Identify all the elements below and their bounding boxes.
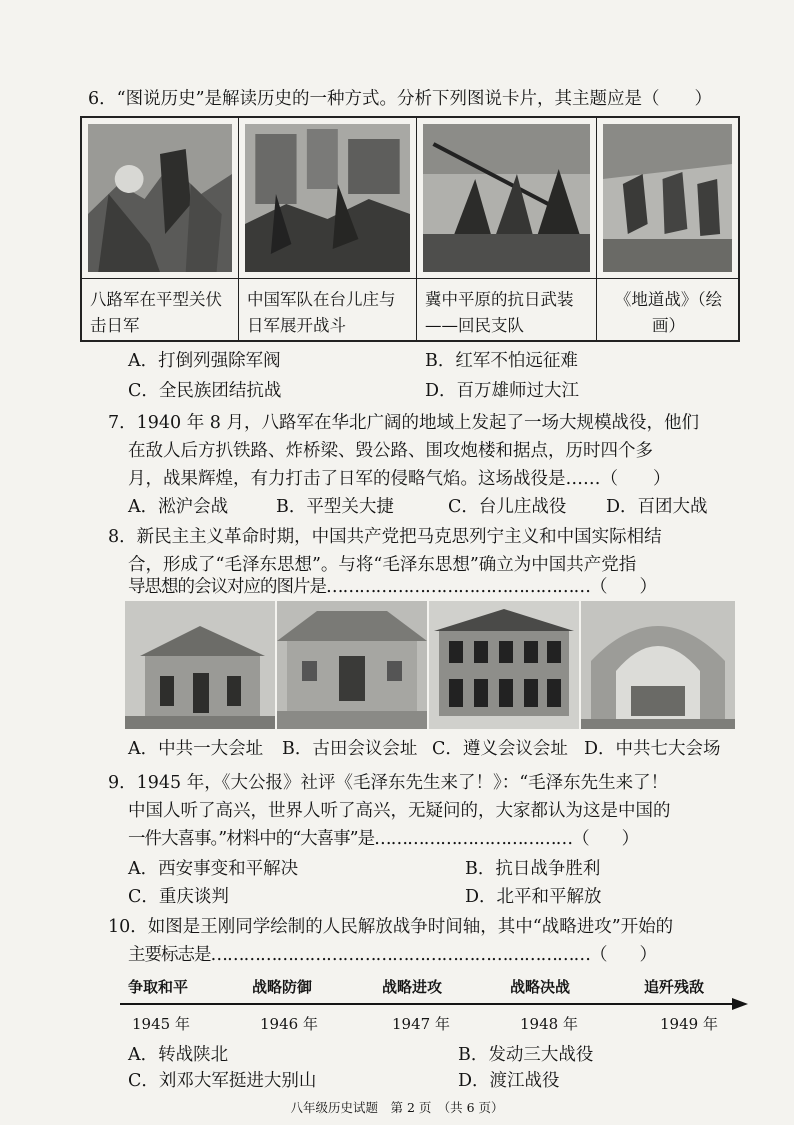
page-footer: 八年级历史试题 第 2 页 （共 6 页） bbox=[290, 1100, 504, 1115]
timeline-label-peace: 争取和平 bbox=[128, 978, 189, 996]
timeline-year-1946: 1946 年 bbox=[260, 1015, 318, 1033]
q8-option-a[interactable]: A．中共一大会址 bbox=[128, 739, 264, 759]
q8-option-b[interactable]: B．古田会议会址 bbox=[282, 739, 418, 759]
q8-option-d[interactable]: D．中共七大会场 bbox=[584, 739, 721, 759]
caption-4: 《地道战》（绘画） bbox=[597, 278, 738, 340]
card-pingxingguan bbox=[82, 118, 239, 340]
photo-didaozhan bbox=[603, 124, 732, 272]
q7-line-2: 在敌人后方扒铁路、炸桥梁、毁公路、围攻炮楼和据点，历时四个多 bbox=[128, 441, 653, 461]
q9-option-d[interactable]: D．北平和平解放 bbox=[465, 887, 602, 907]
photo-building-1 bbox=[125, 601, 275, 729]
q8-building-photos bbox=[125, 601, 735, 729]
photo-pingxingguan bbox=[88, 124, 232, 272]
q9-option-c[interactable]: C．重庆谈判 bbox=[128, 887, 229, 907]
timeline-year-1947: 1947 年 bbox=[392, 1015, 450, 1033]
q7-option-a[interactable]: A．淞沪会战 bbox=[128, 497, 229, 517]
caption-3: 冀中平原的抗日武装——回民支队 bbox=[417, 278, 596, 340]
q7-option-b[interactable]: B．平型关大捷 bbox=[276, 497, 394, 517]
q7-option-d[interactable]: D．百团大战 bbox=[606, 497, 708, 517]
timeline-year-1945: 1945 年 bbox=[132, 1015, 190, 1033]
timeline-label-offense: 战略进攻 bbox=[382, 978, 443, 996]
photo-huimin bbox=[423, 124, 590, 272]
q6-option-d[interactable]: D．百万雄师过大江 bbox=[425, 381, 580, 401]
q9-option-b[interactable]: B．抗日战争胜利 bbox=[465, 859, 601, 879]
timeline-label-pursuit: 追歼残敌 bbox=[644, 978, 705, 996]
q7-option-c[interactable]: C．台儿庄战役 bbox=[448, 497, 567, 517]
card-didaozhan bbox=[597, 118, 738, 340]
q9-line-2: 中国人听了高兴，世界人听了高兴，无疑问的，大家都认为这是中国的 bbox=[128, 801, 671, 821]
q9-line-1: 9．1945 年，《大公报》社评《毛泽东先生来了！》：“毛泽东先生来了！ bbox=[108, 773, 669, 793]
q8-line-2: 合，形成了“毛泽东思想”。与将“毛泽东思想”确立为中国共产党指 bbox=[128, 555, 637, 575]
q10-line-2: 主要标志是……………………………………………………………（ ） bbox=[128, 945, 656, 965]
photo-taierzhuang bbox=[245, 124, 410, 272]
photo-building-4 bbox=[581, 601, 735, 729]
q10-line-1: 10．如图是王刚同学绘制的人民解放战争时间轴，其中“战略进攻”开始的 bbox=[108, 917, 674, 937]
caption-2: 中国军队在台儿庄与日军展开战斗 bbox=[239, 278, 416, 340]
q10-option-b[interactable]: B．发动三大战役 bbox=[458, 1045, 594, 1065]
card-taierzhuang bbox=[239, 118, 417, 340]
q7-line-1: 7．1940 年 8 月，八路军在华北广阔的地域上发起了一场大规模战役，他们 bbox=[108, 413, 699, 433]
caption-1: 八路军在平型关伏击日军 bbox=[82, 278, 238, 340]
card-huimin bbox=[417, 118, 597, 340]
photo-building-3 bbox=[429, 601, 579, 729]
q6-picture-cards bbox=[80, 116, 740, 342]
timeline-year-1949: 1949 年 bbox=[660, 1015, 718, 1033]
q10-option-c[interactable]: C．刘邓大军挺进大别山 bbox=[128, 1071, 317, 1091]
q8-option-c[interactable]: C．遵义会议会址 bbox=[432, 739, 568, 759]
q8-line-1: 8．新民主主义革命时期，中国共产党把马克思列宁主义和中国实际相结 bbox=[108, 527, 662, 547]
q7-line-3: 月，战果辉煌，有力打击了日军的侵略气焰。这场战役是……（ ） bbox=[128, 469, 671, 489]
q6-option-a[interactable]: A．打倒列强除军阀 bbox=[128, 351, 281, 371]
q10-option-a[interactable]: A．转战陕北 bbox=[128, 1045, 229, 1065]
q6-option-c[interactable]: C．全民族团结抗战 bbox=[128, 381, 282, 401]
q9-line-3: 一件大喜事。”材料中的“大喜事”是………………………………（ ） bbox=[128, 829, 639, 849]
q9-option-a[interactable]: A．西安事变和平解决 bbox=[128, 859, 299, 879]
timeline-label-defense: 战略防御 bbox=[252, 978, 313, 996]
timeline-year-1948: 1948 年 bbox=[520, 1015, 578, 1033]
q10-option-d[interactable]: D．渡江战役 bbox=[458, 1071, 560, 1091]
q6-option-b[interactable]: B．红军不怕远征难 bbox=[425, 351, 578, 371]
photo-building-2 bbox=[277, 601, 427, 729]
q8-line-3: 导思想的会议对应的图片是…………………………………………（ ） bbox=[128, 577, 656, 597]
timeline-label-decisive: 战略决战 bbox=[510, 978, 571, 996]
q6-stem: 6．“图说历史”是解读历史的一种方式。分析下列图说卡片，其主题应是（ ） bbox=[88, 89, 713, 109]
war-timeline bbox=[120, 976, 748, 1036]
